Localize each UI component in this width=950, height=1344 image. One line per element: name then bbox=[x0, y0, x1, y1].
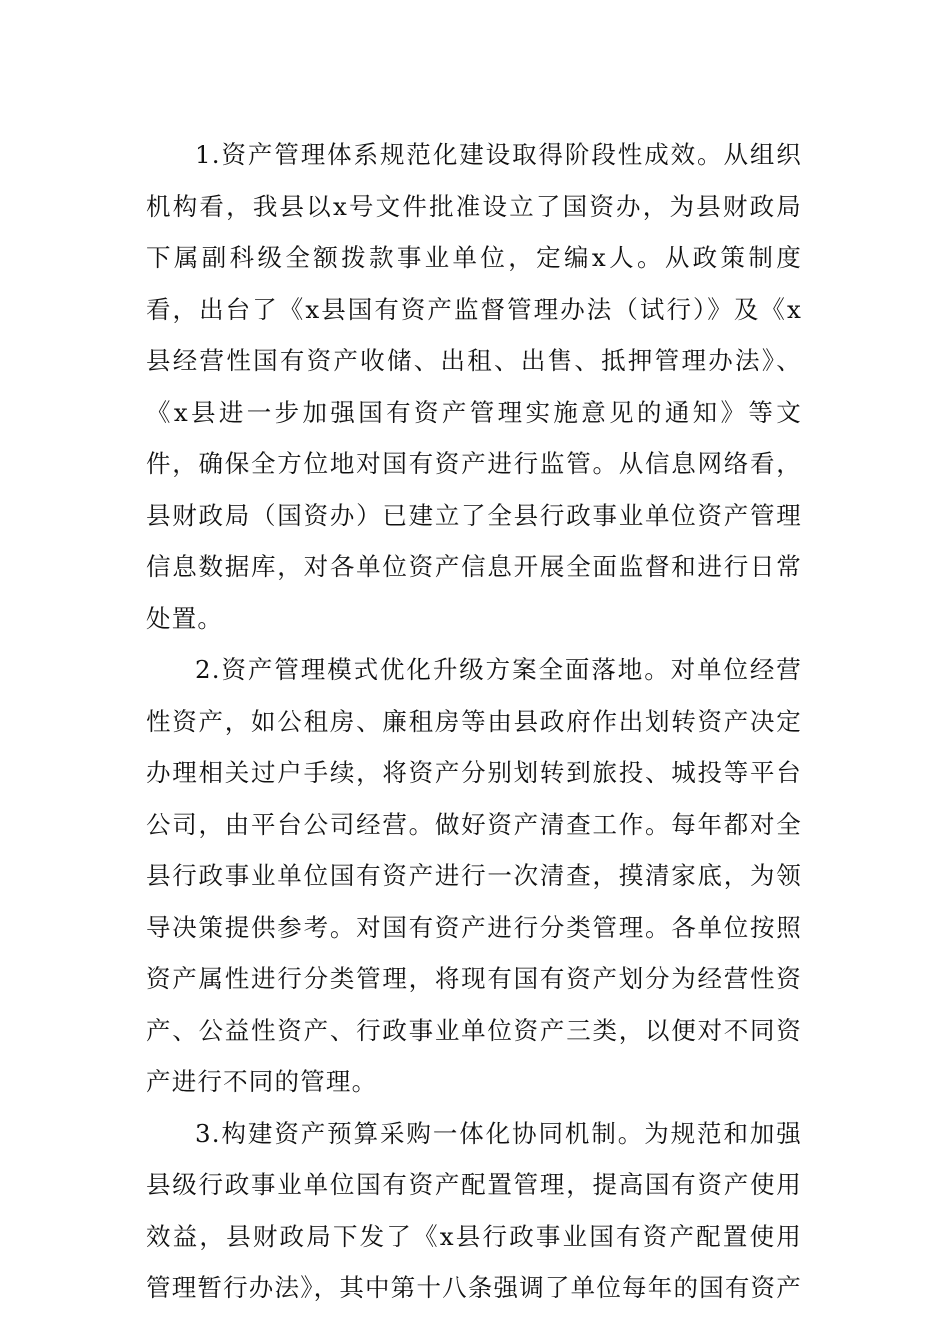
paragraph-1: 1.资产管理体系规范化建设取得阶段性成效。从组织机构看，我县以x号文件批准设立了国资办，为县财政局下属副科级全额拨款事业单位，定编x人。从政策制度看，出台了《x县国有资产监督管理办法（试行）》及《x县经营性国有资产收储、出租、出售、抵押管理办法》、《x县进一步加强国有资产管理实施意见的通知》等文件，确保全方位地对国有资产进行监管。从信息网络看，县财政局（国资办）已建立了全县行政事业单位资产管理信息数据库，对各单位资产信息开展全面监督和进行日常处置。 bbox=[146, 140, 802, 633]
paragraph-3: 3.构建资产预算采购一体化协同机制。为规范和加强县级行政事业单位国有资产配置管理，提高国有资产使用效益，县财政局下发了《x县行政事业国有资产配置使用管理暂行办法》，其中第十八条强调了单位每年的国有资产 bbox=[146, 1118, 802, 1302]
document-body bbox=[146, 129, 802, 1314]
paragraph-2: 2.资产管理模式优化升级方案全面落地。对单位经营性资产，如公租房、廉租房等由县政府作出划转资产决定办理相关过户手续，将资产分别划转到旅投、城投等平台公司，由平台公司经营。做好资产清查工作。每年都对全县行政事业单位国有资产进行一次清查，摸清家底，为领导决策提供参考。对国有资产进行分类管理。各单位按照资产属性进行分类管理，将现有国有资产划分为经营性资产、公益性资产、行政事业单位资产三类，以便对不同资产进行不同的管理。 bbox=[146, 655, 802, 1096]
